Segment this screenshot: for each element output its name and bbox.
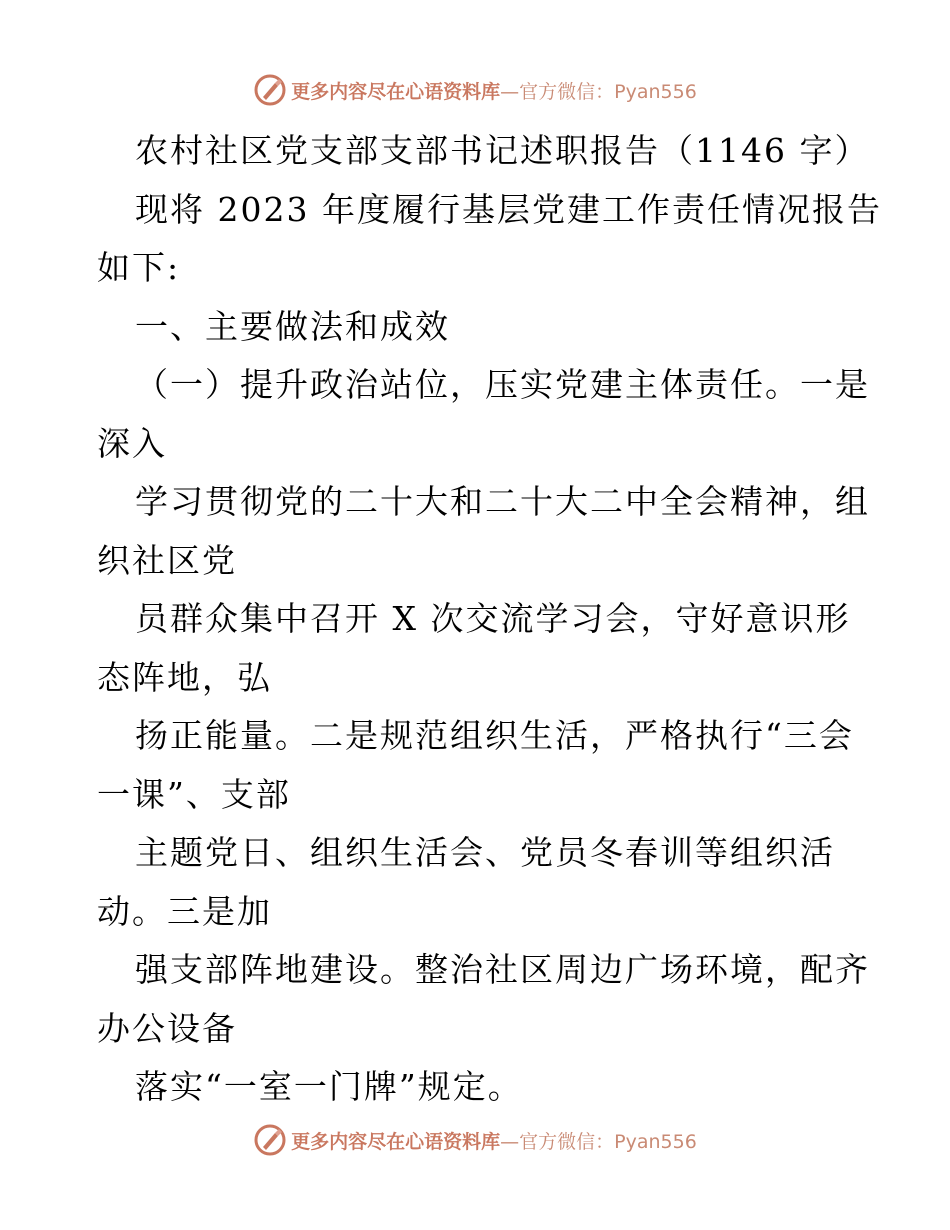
paragraph-line: 态阵地，弘 xyxy=(97,657,272,697)
footer-watermark xyxy=(0,1120,950,1160)
paragraph-line: 强支部阵地建设。整治社区周边广场环境，配齐 xyxy=(135,950,870,989)
paragraph-line: 织社区党 xyxy=(97,540,237,580)
paragraph-line: 办公设备 xyxy=(97,1008,237,1048)
pen-circle-logo-icon xyxy=(253,1123,287,1157)
watermark-text xyxy=(291,77,697,104)
document-body xyxy=(97,122,882,1117)
watermark-bold-text: 更多内容尽在心语资料库 xyxy=(291,1130,501,1153)
watermark-plain-text: —官方微信：Pyan556 xyxy=(500,1130,697,1153)
pen-circle-logo-icon xyxy=(253,73,287,107)
paragraph-line: 如下: xyxy=(97,248,181,287)
paragraph-line: （一）提升政治站位，压实党建主体责任。一是 xyxy=(135,365,870,404)
document-title: 农村社区党支部支部书记述职报告（1146 字） xyxy=(135,131,870,170)
header-watermark xyxy=(0,70,950,110)
watermark-text xyxy=(291,1127,697,1154)
section-heading: 一、主要做法和成效 xyxy=(135,306,450,346)
paragraph-line: 深入 xyxy=(97,423,167,463)
paragraph-line: 现将 2023 年度履行基层党建工作责任情况报告 xyxy=(135,189,882,229)
paragraph-line: 扬正能量。二是规范组织生活，严格执行“三会 xyxy=(135,716,854,755)
paragraph-line: 一课”、支部 xyxy=(97,774,291,814)
paragraph-line: 主题党日、组织生活会、党员冬春训等组织活 xyxy=(135,833,835,872)
watermark-bold-text: 更多内容尽在心语资料库 xyxy=(291,80,501,103)
paragraph-line: 员群众集中召开 X 次交流学习会，守好意识形 xyxy=(135,599,851,638)
watermark-plain-text: —官方微信：Pyan556 xyxy=(500,80,697,103)
paragraph-line: 落实“一室一门牌”规定。 xyxy=(135,1067,523,1106)
paragraph-line: 动。三是加 xyxy=(97,891,272,931)
paragraph-line: 学习贯彻党的二十大和二十大二中全会精神，组 xyxy=(135,482,870,521)
